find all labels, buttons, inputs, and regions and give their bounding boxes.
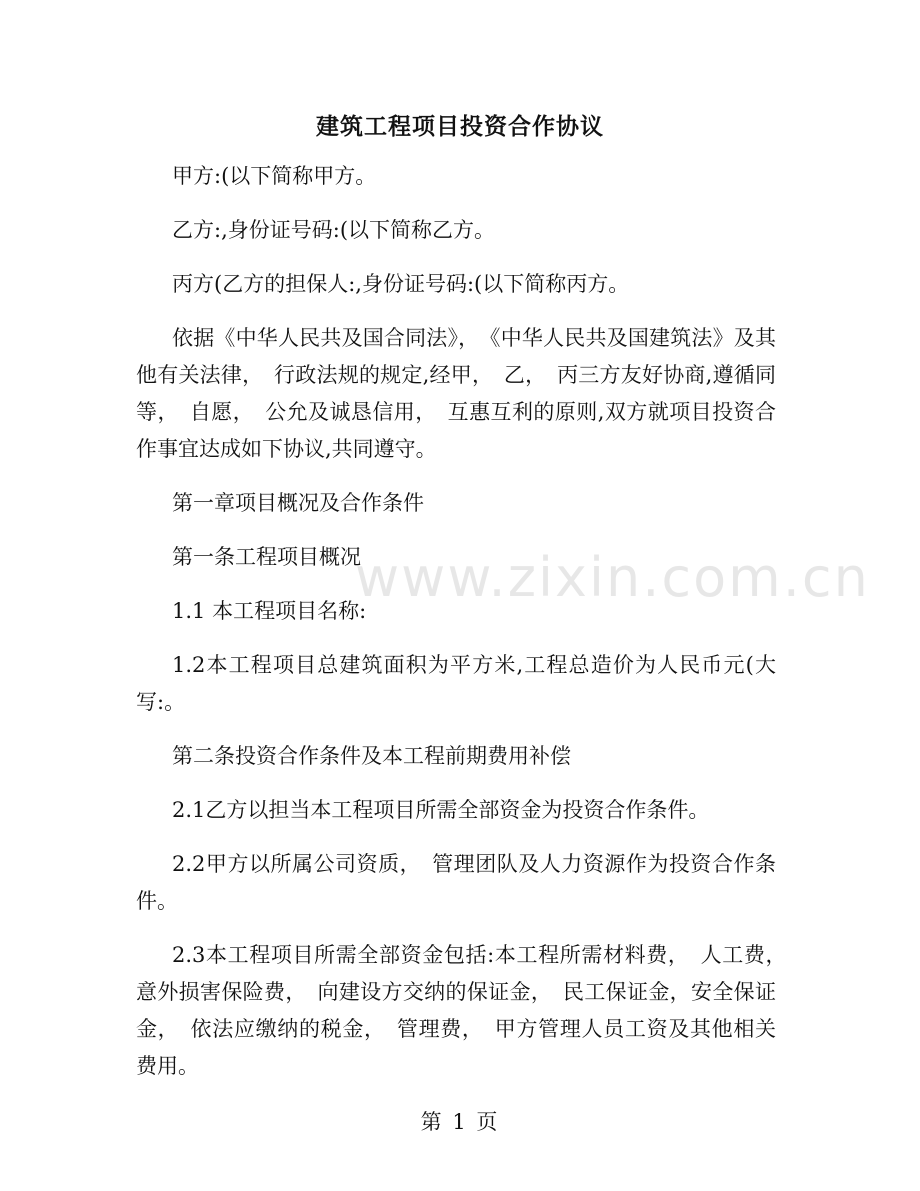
document-body [136, 158, 797, 1102]
clause-paragraph: 2.2甲方以所属公司资质， 管理团队及人力资源作为投资合作条件。 [136, 852, 776, 913]
page-number: 第 1 页 [420, 1110, 500, 1134]
clause-paragraph: 1.1 本工程项目名称: [172, 599, 367, 623]
party-c-line: 丙方(乙方的担保人:,身份证号码:(以下简称丙方。 [172, 272, 630, 296]
chapter-heading: 第一章项目概况及合作条件 [172, 491, 424, 515]
document-title: 建筑工程项目投资合作协议 [316, 114, 604, 140]
article-heading: 第一条工程项目概况 [172, 545, 361, 569]
clause-paragraph: 1.2本工程项目总建筑面积为平方米,工程总造价为人民币元(大写:。 [136, 653, 776, 714]
watermark: www.zixin.com.cn [355, 546, 870, 609]
clause-paragraph: 2.3本工程项目所需全部资金包括:本工程所需材料费， 人工费， 意外损害保险费， 向建设方交纳的保证金， 民工保证金，安全保证金， 依法应缴纳的税金， 管理费， 甲方管理人员工资及其他相关费用。 [136, 943, 797, 1078]
party-b-line: 乙方:,身份证号码:(以下简称乙方。 [172, 218, 496, 242]
clause-paragraph: 2.1乙方以担当本工程项目所需全部资金为投资合作条件。 [172, 798, 710, 822]
preamble-paragraph: 依据《中华人民共及国合同法》， 《中华人民共及国建筑法》及其他有关法律， 行政法规的规定,经甲， 乙， 丙三方友好协商,遵循同等， 自愿， 公允及诚恳信用， 互惠互利的原则,双方就项目投资合作事宜达成如下协议,共同遵守。 [136, 326, 776, 461]
article-heading: 第二条投资合作条件及本工程前期费用补偿 [172, 744, 571, 768]
party-a-line: 甲方:(以下简称甲方。 [172, 164, 377, 188]
